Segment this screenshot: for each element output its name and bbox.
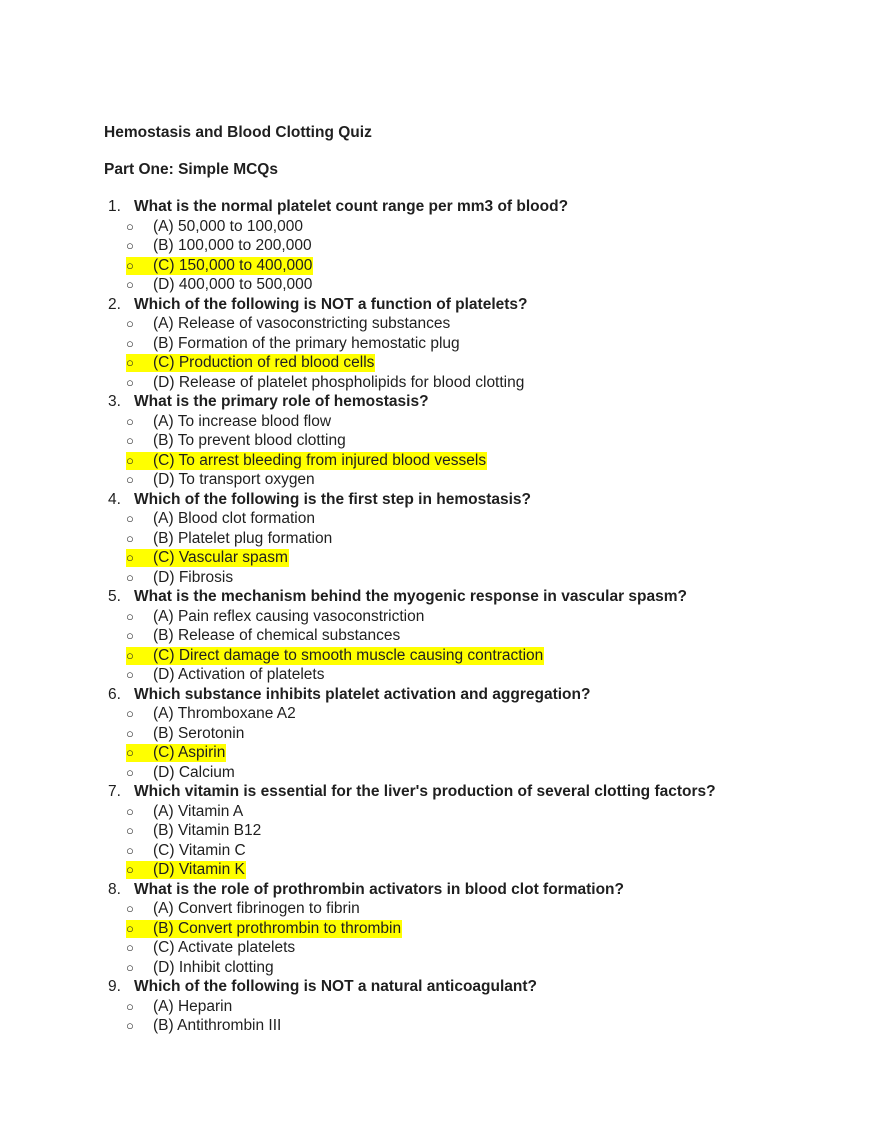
question-number: 5. <box>108 588 121 605</box>
option-text: (C) 150,000 to 400,000 <box>153 256 313 274</box>
circle-bullet-icon: ○ <box>126 257 134 273</box>
option-text: (D) 400,000 to 500,000 <box>153 276 313 293</box>
option-item <box>0 373 880 393</box>
question-number: 8. <box>108 880 121 898</box>
circle-bullet-icon: ○ <box>126 452 134 468</box>
option-text: (B) Serotonin <box>153 724 245 742</box>
circle-bullet-icon: ○ <box>126 433 134 448</box>
option-item <box>0 665 880 685</box>
question-item <box>0 295 880 393</box>
question-text: What is the role of prothrombin activators in blood clot formation? <box>134 880 624 898</box>
circle-bullet-icon: ○ <box>126 920 134 936</box>
circle-bullet-icon: ○ <box>126 647 134 663</box>
question-text: What is the mechanism behind the myogenic response in vascular spasm? <box>134 588 687 605</box>
circle-bullet-icon: ○ <box>126 1018 134 1033</box>
question-number: 7. <box>108 783 121 800</box>
question-number: 3. <box>108 393 121 410</box>
question-line <box>0 392 880 412</box>
option-text: (C) Aspirin <box>153 744 226 761</box>
option-text: (D) Fibrosis <box>153 568 234 586</box>
option-text: (A) Thromboxane A2 <box>153 705 296 722</box>
option-text: (B) Convert prothrombin to thrombin <box>153 919 402 937</box>
option-text: (B) Formation of the primary hemostatic plug <box>153 334 460 352</box>
question-line <box>0 295 880 315</box>
option-item <box>0 607 880 627</box>
question-item <box>0 880 880 978</box>
option-text: (B) Antithrombin III <box>153 1017 282 1034</box>
circle-bullet-icon: ○ <box>126 998 134 1014</box>
option-list <box>0 704 880 782</box>
question-number: 9. <box>108 978 121 995</box>
option-item-correct <box>0 919 880 939</box>
question-item <box>0 587 880 685</box>
option-text: (D) Release of platelet phospholipids for blood clotting <box>153 373 525 391</box>
question-number: 2. <box>108 295 121 313</box>
circle-bullet-icon: ○ <box>126 959 134 975</box>
option-text: (D) Vitamin K <box>153 861 245 878</box>
circle-bullet-icon: ○ <box>126 238 134 253</box>
circle-bullet-icon: ○ <box>126 745 134 760</box>
option-text: (A) To increase blood flow <box>153 412 332 430</box>
circle-bullet-icon: ○ <box>126 413 134 429</box>
question-line <box>0 685 880 705</box>
option-item <box>0 802 880 822</box>
question-text: Which of the following is NOT a function of platelets? <box>134 295 528 313</box>
option-text: (C) Vitamin C <box>153 841 246 859</box>
option-text: (D) Activation of platelets <box>153 666 325 683</box>
option-item-correct <box>0 451 880 471</box>
circle-bullet-icon: ○ <box>126 374 134 390</box>
option-item <box>0 275 880 295</box>
option-item <box>0 314 880 334</box>
option-item <box>0 509 880 529</box>
option-item <box>0 763 880 783</box>
option-list <box>0 217 880 295</box>
question-text: What is the normal platelet count range per mm3 of blood? <box>134 198 569 215</box>
circle-bullet-icon: ○ <box>126 725 134 741</box>
question-line <box>0 977 880 997</box>
option-list <box>0 314 880 392</box>
option-text: (A) 50,000 to 100,000 <box>153 217 303 235</box>
question-line <box>0 197 880 217</box>
circle-bullet-icon: ○ <box>126 530 134 546</box>
question-item <box>0 977 880 1036</box>
question-item <box>0 392 880 490</box>
option-text: (B) Release of chemical substances <box>153 627 401 644</box>
circle-bullet-icon: ○ <box>126 764 134 780</box>
option-item <box>0 236 880 256</box>
option-text: (B) Vitamin B12 <box>153 822 262 839</box>
circle-bullet-icon: ○ <box>126 940 134 955</box>
circle-bullet-icon: ○ <box>126 823 134 838</box>
question-number: 6. <box>108 685 121 703</box>
question-item <box>0 685 880 783</box>
question-item <box>0 197 880 295</box>
question-number: 4. <box>108 490 121 508</box>
circle-bullet-icon: ○ <box>126 472 134 487</box>
option-text: (A) Release of vasoconstricting substances <box>153 315 451 332</box>
circle-bullet-icon: ○ <box>126 511 134 526</box>
circle-bullet-icon: ○ <box>126 901 134 916</box>
question-item <box>0 490 880 588</box>
option-list <box>0 899 880 977</box>
circle-bullet-icon: ○ <box>126 218 134 234</box>
option-item-correct <box>0 646 880 666</box>
question-line <box>0 587 880 607</box>
circle-bullet-icon: ○ <box>126 550 134 565</box>
question-line <box>0 490 880 510</box>
option-item <box>0 568 880 588</box>
option-item-correct <box>0 256 880 276</box>
circle-bullet-icon: ○ <box>126 862 134 877</box>
question-text: Which substance inhibits platelet activation and aggregation? <box>134 685 591 703</box>
question-text: What is the primary role of hemostasis? <box>134 393 429 410</box>
circle-bullet-icon: ○ <box>126 355 134 370</box>
question-line <box>0 880 880 900</box>
option-item <box>0 529 880 549</box>
question-number: 1. <box>108 198 121 215</box>
circle-bullet-icon: ○ <box>126 628 134 643</box>
option-item <box>0 958 880 978</box>
option-text: (C) Activate platelets <box>153 939 296 956</box>
option-item <box>0 938 880 958</box>
option-text: (A) Vitamin A <box>153 802 244 820</box>
option-item <box>0 997 880 1017</box>
option-text: (A) Blood clot formation <box>153 510 315 527</box>
circle-bullet-icon: ○ <box>126 706 134 721</box>
circle-bullet-icon: ○ <box>126 277 134 292</box>
circle-bullet-icon: ○ <box>126 842 134 858</box>
option-item <box>0 841 880 861</box>
question-item <box>0 782 880 880</box>
option-text: (C) Production of red blood cells <box>153 354 375 371</box>
circle-bullet-icon: ○ <box>126 803 134 819</box>
option-list <box>0 802 880 880</box>
question-text: Which of the following is the first step in hemostasis? <box>134 490 531 508</box>
circle-bullet-icon: ○ <box>126 316 134 331</box>
option-list <box>0 412 880 490</box>
option-text: (A) Heparin <box>153 997 233 1015</box>
option-item <box>0 217 880 237</box>
option-text: (D) Calcium <box>153 763 235 781</box>
option-item <box>0 821 880 841</box>
option-text: (D) To transport oxygen <box>153 471 315 488</box>
option-item <box>0 626 880 646</box>
option-list <box>0 509 880 587</box>
option-item-correct <box>0 743 880 763</box>
option-item <box>0 704 880 724</box>
option-item <box>0 412 880 432</box>
option-text: (D) Inhibit clotting <box>153 958 274 976</box>
part-heading: Part One: Simple MCQs <box>104 161 278 178</box>
option-item-correct <box>0 353 880 373</box>
circle-bullet-icon: ○ <box>126 569 134 585</box>
option-text: (A) Pain reflex causing vasoconstriction <box>153 607 425 625</box>
option-item-correct <box>0 548 880 568</box>
option-text: (A) Convert fibrinogen to fibrin <box>153 900 360 917</box>
option-item <box>0 470 880 490</box>
option-item <box>0 334 880 354</box>
question-text: Which of the following is NOT a natural anticoagulant? <box>134 978 537 995</box>
circle-bullet-icon: ○ <box>126 667 134 682</box>
question-list <box>0 197 880 1036</box>
circle-bullet-icon: ○ <box>126 608 134 624</box>
option-text: (C) Vascular spasm <box>153 549 288 566</box>
document-title: Hemostasis and Blood Clotting Quiz <box>104 124 372 141</box>
option-text: (B) 100,000 to 200,000 <box>153 237 312 254</box>
option-item-correct <box>0 860 880 880</box>
option-item <box>0 1016 880 1036</box>
option-item <box>0 431 880 451</box>
option-list <box>0 997 880 1036</box>
option-item <box>0 899 880 919</box>
circle-bullet-icon: ○ <box>126 335 134 351</box>
option-list <box>0 607 880 685</box>
question-line <box>0 782 880 802</box>
option-text: (C) Direct damage to smooth muscle causing contraction <box>153 646 544 664</box>
option-item <box>0 724 880 744</box>
option-text: (C) To arrest bleeding from injured blood vessels <box>153 451 487 469</box>
question-text: Which vitamin is essential for the liver's production of several clotting factors? <box>134 783 716 800</box>
option-text: (B) Platelet plug formation <box>153 529 333 547</box>
option-text: (B) To prevent blood clotting <box>153 432 346 449</box>
